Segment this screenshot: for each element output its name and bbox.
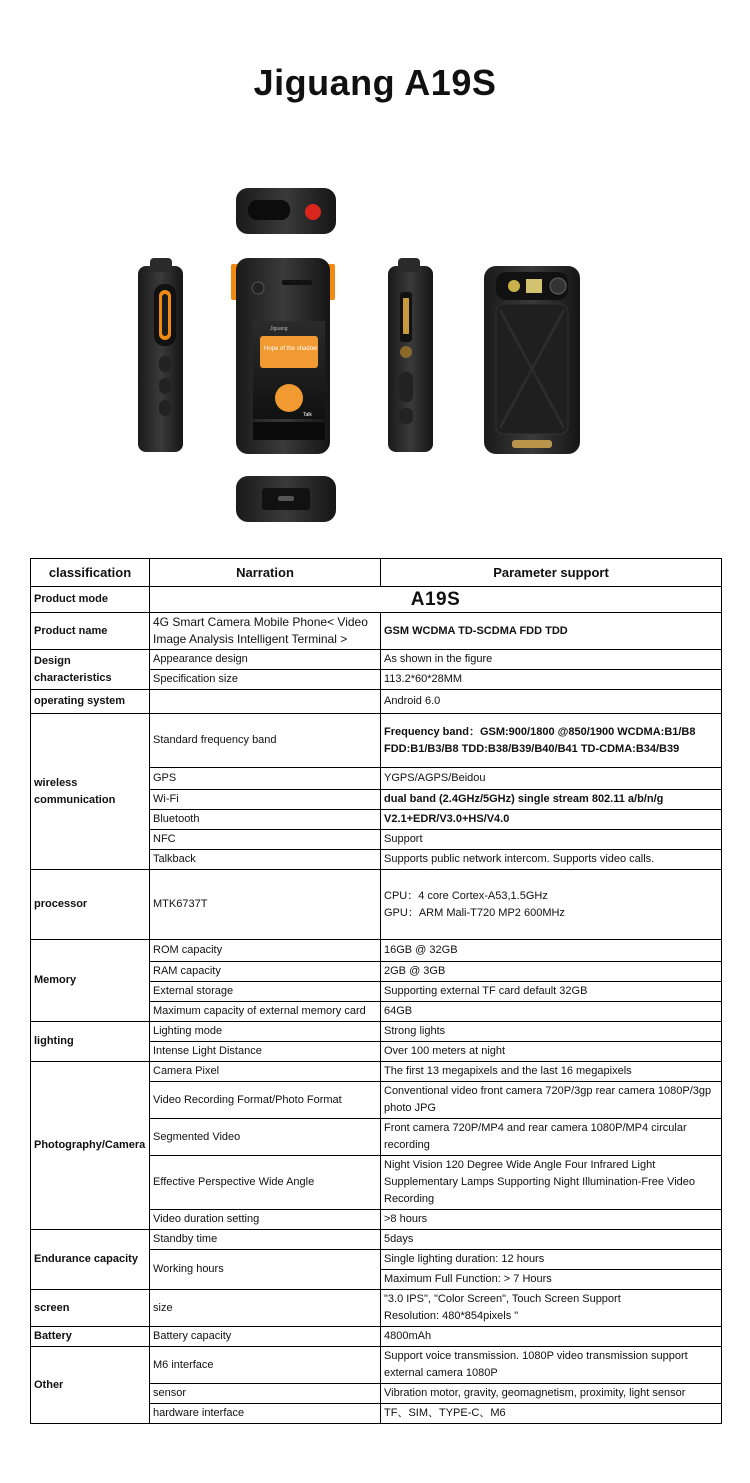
phone-back-view — [484, 266, 580, 454]
cell-value: As shown in the figure — [381, 650, 722, 670]
product-photos — [0, 180, 750, 540]
cell-narration: Wi-Fi — [150, 790, 381, 810]
cell-narration: Camera Pixel — [150, 1062, 381, 1082]
row-label: operating system — [31, 690, 150, 714]
spec-table — [30, 558, 722, 1424]
cell-value: Vibration motor, gravity, geomagnetism, proximity, light sensor — [381, 1384, 722, 1404]
cell-narration: Effective Perspective Wide Angle — [150, 1156, 381, 1210]
row-label: Product mode — [31, 587, 150, 613]
cell-value: YGPS/AGPS/Beidou — [381, 768, 722, 790]
cell-value — [381, 1290, 722, 1327]
cell-value: Strong lights — [381, 1022, 722, 1042]
cell-value: >8 hours — [381, 1210, 722, 1230]
cell-value: TF、SIM、TYPE-C、M6 — [381, 1404, 722, 1424]
cell-narration: Standby time — [150, 1230, 381, 1250]
cell-narration: Appearance design — [150, 650, 381, 670]
cell-value: Night Vision 120 Degree Wide Angle Four Infrared Light Supplementary Lamps Supporting Night Illumination-Free Video Recording — [381, 1156, 722, 1210]
table-row — [31, 1347, 722, 1384]
cell-narration: Battery capacity — [150, 1327, 381, 1347]
header-classification: classification — [31, 559, 150, 587]
cell-narration: Standard frequency band — [150, 714, 381, 768]
cell-value: 113.2*60*28MM — [381, 670, 722, 690]
cell-narration: Segmented Video — [150, 1119, 381, 1156]
row-label: Battery — [31, 1327, 150, 1347]
table-row — [31, 587, 722, 613]
table-row — [31, 690, 722, 714]
cell-narration: Lighting mode — [150, 1022, 381, 1042]
cell-narration: Talkback — [150, 850, 381, 870]
phone-top-view — [236, 188, 336, 234]
screen-status-text: Jiguang — [270, 326, 288, 332]
row-label: screen — [31, 1290, 150, 1327]
cell-narration: 4G Smart Camera Mobile Phone< Video Image Analysis Intelligent Terminal > — [150, 613, 381, 650]
table-row — [31, 1062, 722, 1082]
row-label: wireless communication — [31, 714, 150, 870]
cell-narration: Specification size — [150, 670, 381, 690]
cell-narration: size — [150, 1290, 381, 1327]
cell-value: 4800mAh — [381, 1327, 722, 1347]
cell-narration: Intense Light Distance — [150, 1042, 381, 1062]
table-row — [31, 650, 722, 670]
phone-left-side — [138, 258, 183, 452]
cell-narration: Video Recording Format/Photo Format — [150, 1082, 381, 1119]
cell-value: Supporting external TF card default 32GB — [381, 982, 722, 1002]
table-row — [31, 613, 722, 650]
cell-narration: NFC — [150, 830, 381, 850]
cell-value: Android 6.0 — [381, 690, 722, 714]
cell-value: Conventional video front camera 720P/3gp rear camera 1080P/3gp photo JPG — [381, 1082, 722, 1119]
cell-value: 64GB — [381, 1002, 722, 1022]
cell-narration: Maximum capacity of external memory card — [150, 1002, 381, 1022]
screen-spec-line: "3.0 IPS", "Color Screen", Touch Screen Support — [384, 1293, 621, 1305]
cell-value: Maximum Full Function: > 7 Hours — [381, 1270, 722, 1290]
row-label: Product name — [31, 613, 150, 650]
cell-narration — [150, 690, 381, 714]
table-row — [31, 1230, 722, 1250]
cell-value: Supports public network intercom. Supports video calls. — [381, 850, 722, 870]
table-row — [31, 870, 722, 940]
cell-value: Support voice transmission. 1080P video transmission support external camera 1080P — [381, 1347, 722, 1384]
screen-button-label: Talk — [303, 412, 312, 418]
row-label: Memory — [31, 940, 150, 1022]
header-narration: Narration — [150, 559, 381, 587]
table-row — [31, 714, 722, 768]
table-row — [31, 1022, 722, 1042]
cell-narration: Video duration setting — [150, 1210, 381, 1230]
row-label: Endurance capacity — [31, 1230, 150, 1290]
cell-value: 16GB @ 32GB — [381, 940, 722, 962]
cell-narration: sensor — [150, 1384, 381, 1404]
cell-value: GSM WCDMA TD-SCDMA FDD TDD — [381, 613, 722, 650]
cell-value: Front camera 720P/MP4 and rear camera 1080P/MP4 circular recording — [381, 1119, 722, 1156]
cell-value: Frequency band：GSM:900/1800 @850/1900 WCDMA:B1/B8 FDD:B1/B3/B8 TDD:B38/B39/B40/B41 TD-CDMA:B34/B39 — [381, 714, 722, 768]
screen-resolution-line: Resolution: 480*854pixels " — [384, 1310, 519, 1322]
header-parameter: Parameter support — [381, 559, 722, 587]
cell-narration: MTK6737T — [150, 870, 381, 940]
row-label: processor — [31, 870, 150, 940]
row-label: lighting — [31, 1022, 150, 1062]
cell-narration: ROM capacity — [150, 940, 381, 962]
table-row — [31, 940, 722, 962]
table-row — [31, 1290, 722, 1327]
cell-narration: Bluetooth — [150, 810, 381, 830]
phone-front-view — [231, 258, 335, 454]
table-row — [31, 1327, 722, 1347]
cell-narration: Working hours — [150, 1250, 381, 1290]
cell-value: dual band (2.4GHz/5GHz) single stream 802.11 a/b/n/g — [381, 790, 722, 810]
cell-narration: RAM capacity — [150, 962, 381, 982]
cell-narration: GPS — [150, 768, 381, 790]
cell-value: The first 13 megapixels and the last 16 megapixels — [381, 1062, 722, 1082]
row-label: Design characteristics — [31, 650, 150, 690]
row-label: Other — [31, 1347, 150, 1424]
cpu-spec: CPU：4 core Cortex-A53,1.5GHz — [384, 889, 548, 902]
screen-card-text: Hope of the shadow — [264, 346, 318, 352]
cell-value: Single lighting duration: 12 hours — [381, 1250, 722, 1270]
cell-value: Over 100 meters at night — [381, 1042, 722, 1062]
gpu-spec: GPU：ARM Mali-T720 MP2 600MHz — [384, 906, 565, 919]
cell-narration: External storage — [150, 982, 381, 1002]
table-header-row — [31, 559, 722, 587]
cell-value: V2.1+EDR/V3.0+HS/V4.0 — [381, 810, 722, 830]
cell-value: 5days — [381, 1230, 722, 1250]
cell-narration: M6 interface — [150, 1347, 381, 1384]
row-label: Photography/Camera — [31, 1062, 150, 1230]
phone-bottom-view — [236, 476, 336, 522]
cell-value — [381, 870, 722, 940]
cell-value: Support — [381, 830, 722, 850]
cell-value: 2GB @ 3GB — [381, 962, 722, 982]
page-title: Jiguang A19S — [253, 62, 497, 103]
phone-right-side — [388, 258, 433, 452]
cell-narration: hardware interface — [150, 1404, 381, 1424]
product-mode-value: A19S — [150, 587, 722, 613]
